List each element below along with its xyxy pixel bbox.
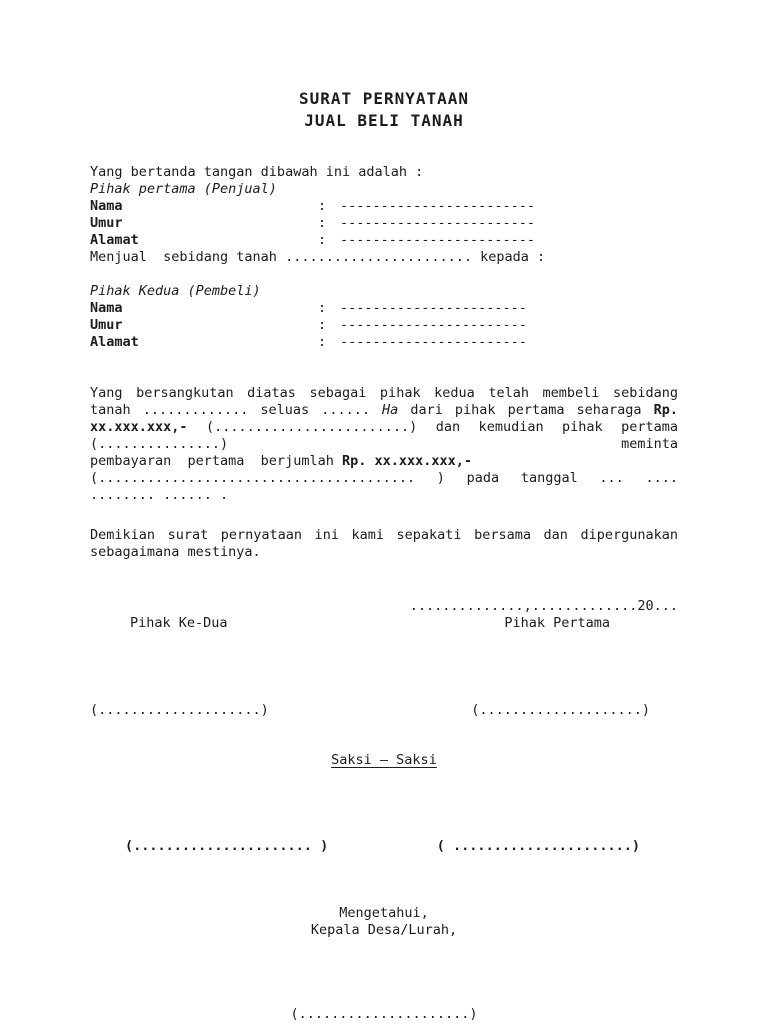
sale-line-6: (....................................... ) pada tanggal ... .... [90, 470, 678, 486]
second-party-label: Pihak Ke-Dua [130, 615, 228, 631]
party1-field-nama [90, 198, 678, 215]
field-label: Alamat [90, 334, 139, 350]
party-signature-row [90, 702, 678, 719]
field-colon: : [318, 334, 327, 350]
witness2-signature-line: ( ......................) [436, 838, 640, 854]
acknowledgement-line-1: Mengetahui, [339, 905, 429, 921]
sale-line-5 [90, 453, 678, 470]
field-colon: : [318, 232, 327, 248]
field-colon: : [318, 215, 327, 231]
party2-heading: Pihak Kedua (Pembeli) [90, 283, 261, 299]
acknowledgement-block [90, 905, 678, 939]
sale-line-5-text: pembayaran pertama berjumlah [90, 453, 342, 469]
field-blank-line: ------------------------ [340, 232, 536, 248]
field-label: Nama [90, 198, 123, 214]
party2-field-alamat [90, 334, 678, 351]
field-colon: : [318, 198, 327, 214]
second-party-signature-line: (....................) [90, 702, 269, 718]
title-line-2: JUAL BELI TANAH [304, 111, 464, 130]
field-blank-line: ----------------------- [340, 300, 527, 316]
intro-line: Yang bertanda tangan dibawah ini adalah : [90, 164, 424, 180]
witness-heading [90, 752, 678, 769]
witness-signature-row [90, 838, 678, 855]
party2-field-umur [90, 317, 678, 334]
party-labels-row [90, 615, 678, 632]
sale-line-4 [90, 436, 678, 453]
date-and-parties [90, 598, 678, 632]
sale-line-2-text: tanah ............. seluas ...... [90, 402, 383, 418]
sale-line-3 [90, 419, 678, 436]
field-label: Nama [90, 300, 123, 316]
title-line-1: SURAT PERNYATAAN [298, 89, 470, 108]
field-label: Alamat [90, 232, 139, 248]
field-label: Umur [90, 317, 123, 333]
field-blank-line: ----------------------- [340, 334, 527, 350]
party2-section [90, 283, 678, 351]
party2-field-nama [90, 300, 678, 317]
closing-paragraph [90, 527, 678, 561]
currency-prefix: Rp. [653, 402, 678, 418]
sale-line-2-mid: dari pihak pertama seharaga [398, 402, 654, 418]
sale-line-3-rest: (........................) dan kemudian pihak pertama [187, 419, 678, 435]
sell-line: Menjual sebidang tanah ....................... kepada : [90, 249, 546, 265]
field-label: Umur [90, 215, 123, 231]
first-party-label: Pihak Pertama [504, 615, 610, 631]
closing-line-2: sebagaimana mestinya. [90, 544, 261, 560]
sale-line-4-word: meminta [621, 436, 678, 452]
field-blank-line: ------------------------ [340, 215, 536, 231]
witness1-signature-line: (...................... ) [125, 838, 329, 854]
first-party-signature-line: (....................) [471, 702, 650, 718]
party1-field-alamat [90, 232, 678, 249]
party1-heading: Pihak pertama (Penjual) [90, 181, 277, 197]
field-blank-line: ----------------------- [340, 317, 527, 333]
document-title [90, 88, 678, 132]
field-colon: : [318, 300, 327, 316]
field-colon: : [318, 317, 327, 333]
sale-line-7: ........ ...... . [90, 487, 229, 503]
opening-section [90, 164, 678, 266]
field-blank-line: ------------------------ [340, 198, 536, 214]
payment-amount: Rp. xx.xxx.xxx,- [341, 453, 473, 469]
sale-line-2 [90, 402, 678, 419]
price-amount: xx.xxx.xxx,- [90, 419, 188, 435]
party1-field-umur [90, 215, 678, 232]
date-line: ..............,.............20... [409, 598, 678, 614]
village-head-signature-line: (.....................) [290, 1006, 478, 1022]
blank-parens: (...............) [90, 436, 229, 452]
sale-line-1: Yang bersangkutan diatas sebagai pihak kedua telah membeli sebidang [90, 385, 678, 401]
sale-paragraph [90, 385, 678, 504]
closing-line-1: Demikian surat pernyataan ini kami sepakati bersama dan dipergunakan [90, 527, 678, 543]
hectare-abbrev: Ha [382, 402, 399, 418]
witness-heading-text: Saksi – Saksi [331, 752, 437, 768]
acknowledgement-line-2: Kepala Desa/Lurah, [310, 922, 458, 938]
